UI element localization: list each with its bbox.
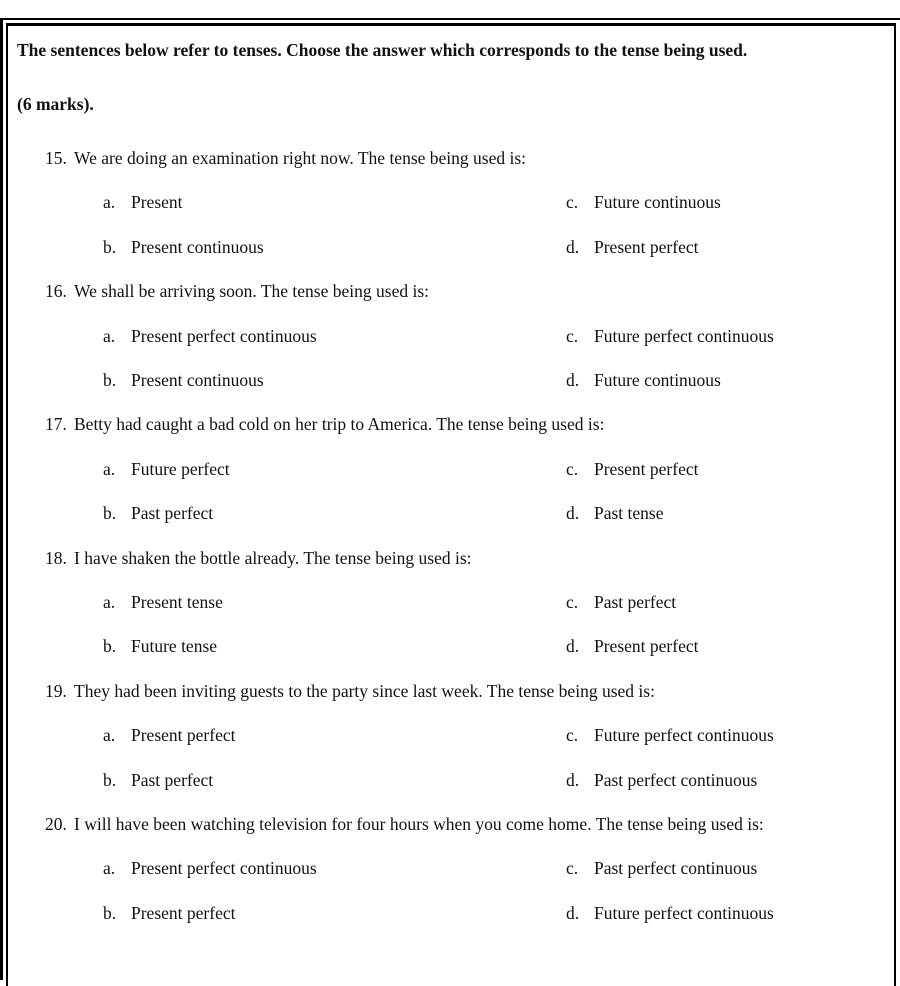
option-letter: d. bbox=[566, 503, 580, 524]
option-letter: d. bbox=[566, 236, 580, 257]
option-letter: b. bbox=[103, 636, 117, 657]
answer-option[interactable]: Past perfect continuous bbox=[594, 769, 758, 790]
answer-option[interactable]: Past tense bbox=[594, 503, 664, 524]
question-number: 15. bbox=[45, 148, 67, 168]
option-letter: c. bbox=[566, 592, 579, 612]
question-number: 17. bbox=[45, 414, 67, 435]
answer-option[interactable]: Past perfect bbox=[594, 592, 677, 612]
answer-option[interactable]: Future perfect bbox=[131, 458, 230, 479]
answer-option[interactable]: Future continuous bbox=[594, 192, 721, 213]
answer-option[interactable]: Present continuous bbox=[131, 236, 264, 257]
option-letter: b. bbox=[103, 503, 117, 524]
option-letter: d. bbox=[566, 902, 580, 923]
option-letter: a. bbox=[103, 725, 116, 746]
option-letter: a. bbox=[103, 458, 116, 479]
option-letter: c. bbox=[566, 858, 579, 879]
answer-option[interactable]: Present bbox=[131, 192, 183, 213]
option-letter: a. bbox=[103, 192, 116, 213]
answer-option[interactable]: Present perfect continuous bbox=[131, 858, 317, 879]
question-text: I have shaken the bottle already. The tense being used is: bbox=[74, 547, 472, 568]
answer-option[interactable]: Future continuous bbox=[594, 370, 721, 390]
instructions: The sentences below refer to tenses. Choose the answer which corresponds to the tense being used. bbox=[17, 40, 748, 60]
question-text: We are doing an examination right now. The tense being used is: bbox=[74, 148, 527, 168]
option-letter: b. bbox=[103, 370, 117, 390]
question-number: 18. bbox=[45, 547, 67, 568]
option-letter: c. bbox=[566, 192, 579, 213]
option-letter: d. bbox=[566, 370, 580, 390]
option-letter: c. bbox=[566, 458, 579, 479]
answer-option[interactable]: Future tense bbox=[131, 636, 218, 657]
question-text: I will have been watching television for four hours when you come home. The tense being used is: bbox=[74, 814, 764, 834]
option-letter: b. bbox=[103, 236, 117, 257]
answer-option[interactable]: Present continuous bbox=[131, 370, 264, 390]
answer-option[interactable]: Present perfect bbox=[131, 725, 236, 746]
question-text: Betty had caught a bad cold on her trip to America. The tense being used is: bbox=[74, 414, 605, 435]
option-letter: b. bbox=[103, 902, 117, 923]
answer-option[interactable]: Future perfect continuous bbox=[594, 325, 774, 346]
marks: (6 marks). bbox=[17, 94, 94, 114]
answer-option[interactable]: Present perfect bbox=[594, 236, 699, 257]
question-text: They had been inviting guests to the party since last week. The tense being used is: bbox=[74, 680, 655, 701]
option-letter: a. bbox=[103, 325, 116, 346]
answer-option[interactable]: Past perfect continuous bbox=[594, 858, 758, 879]
option-letter: d. bbox=[566, 769, 580, 790]
answer-option[interactable]: Present tense bbox=[131, 592, 223, 612]
option-letter: d. bbox=[566, 636, 580, 657]
option-letter: c. bbox=[566, 725, 579, 746]
answer-option[interactable]: Present perfect bbox=[594, 458, 699, 479]
question-text: We shall be arriving soon. The tense being used is: bbox=[74, 281, 429, 302]
question-number: 16. bbox=[45, 281, 67, 302]
question-number: 20. bbox=[45, 814, 67, 834]
answer-option[interactable]: Past perfect bbox=[131, 503, 214, 524]
answer-option[interactable]: Present perfect bbox=[594, 636, 699, 657]
option-letter: c. bbox=[566, 325, 579, 346]
option-letter: a. bbox=[103, 858, 116, 879]
answer-option[interactable]: Future perfect continuous bbox=[594, 725, 774, 746]
question-number: 19. bbox=[45, 680, 67, 701]
answer-option[interactable]: Future perfect continuous bbox=[594, 902, 774, 923]
answer-option[interactable]: Present perfect bbox=[131, 902, 236, 923]
answer-option[interactable]: Present perfect continuous bbox=[131, 325, 317, 346]
answer-option[interactable]: Past perfect bbox=[131, 769, 214, 790]
option-letter: b. bbox=[103, 769, 117, 790]
option-letter: a. bbox=[103, 592, 116, 612]
